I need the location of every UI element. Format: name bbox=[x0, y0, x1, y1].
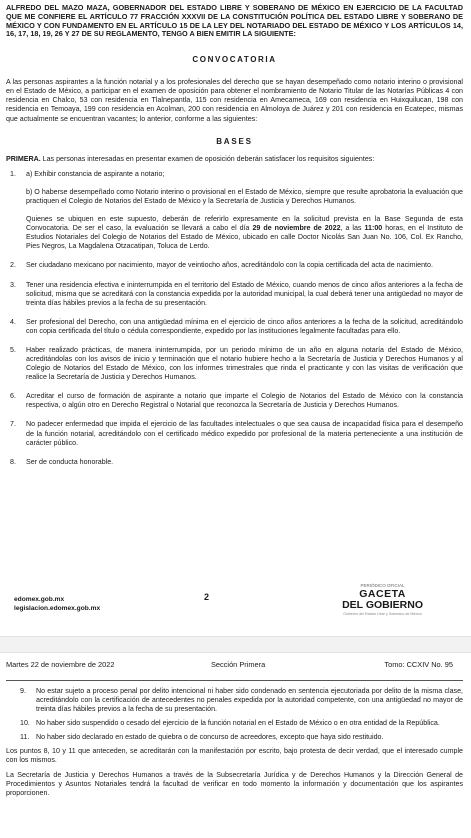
requirement-item bbox=[6, 170, 463, 179]
item-number: 8. bbox=[10, 457, 16, 466]
header-date: Martes 22 de noviembre de 2022 bbox=[6, 660, 115, 669]
requirement-item bbox=[6, 261, 463, 270]
gaceta-title-line2: DEL GOBIERNO bbox=[342, 598, 423, 611]
item-text: No padecer enfermedad que impida el ejercicio de las facultades intelectuales o que sea causa de incapacidad física para el desempeño de la función notarial, acreditándolo con el certificado médico expedido por profesional de la materia perteneciente a una institución de carácter público. bbox=[26, 420, 463, 447]
header-section: Sección Primera bbox=[211, 660, 266, 669]
page-number: 2 bbox=[204, 592, 210, 602]
evaluation-note-text: Quienes se ubiquen en este supuesto, deberán de referirlo expresamente en la solicitud prevista en la Base Segunda de esta Convocatoria. De ser el caso, la evaluación se llevará a cabo el día bbox=[26, 215, 463, 233]
bases-title: BASES bbox=[216, 136, 253, 146]
item-number: 11. bbox=[20, 733, 30, 742]
item-number: 7. bbox=[10, 420, 16, 429]
header-rule bbox=[6, 680, 463, 681]
footer-links bbox=[14, 595, 100, 613]
evaluation-date: 29 de noviembre de 2022 bbox=[252, 224, 341, 233]
item-number: 4. bbox=[10, 317, 16, 326]
item-text: Tener una residencia efectiva e ininterrumpida en el territorio del Estado de México, cuando menos de cinco años anteriores a la fecha de solicitud, misma que se acreditará con la constancia expedida por la autoridad municipal, la cual deberá tener una antigüedad no mayor de treinta días hábiles previos a la fecha de su presentación. bbox=[26, 280, 463, 307]
page-footer bbox=[14, 583, 463, 625]
requirement-item bbox=[6, 281, 463, 308]
document-page-2 bbox=[0, 653, 471, 838]
requirement-item bbox=[6, 318, 463, 336]
primera-text: Las personas interesadas en presentar examen de oposición deberán satisfacer los requisitos siguientes: bbox=[40, 154, 375, 163]
item-number: 9. bbox=[20, 687, 26, 695]
item-number: 10. bbox=[20, 719, 30, 728]
page-separator bbox=[0, 636, 471, 653]
requirement-item bbox=[6, 392, 463, 410]
item-number: 1. bbox=[10, 169, 16, 178]
item-text: Ser profesional del Derecho, con una antigüedad mínima en el ejercicio de cinco años anteriores a la fecha de la solicitud, acreditándolo con copia certificada del título o cédula correspondiente, expedido por las instituciones legalmente facultadas para ello. bbox=[26, 317, 463, 335]
site-link[interactable]: edomex.gob.mx bbox=[14, 596, 65, 603]
item-number: 2. bbox=[10, 261, 16, 270]
decree-preamble: ALFREDO DEL MAZO MAZA, GOBERNADOR DEL ESTADO LIBRE Y SOBERANO DE MÉXICO EN EJERCICIO DE LA FACULTAD QUE ME CONFIERE EL ARTÍCULO 77 FRACCIÓN XXXVII DE LA CONSTITUCIÓN POLÍTICA DEL ESTADO LIBRE Y SOBERANO DE MÉXICO Y CON FUNDAMENTO EN EL ARTÍCULO 15 DE LA LEY DEL NOTARIADO DEL ESTADO DE MÉXICO Y LOS ARTÍCULOS 14, 16, 17, 18, 19, 26 Y 27 DE SU REGLAMENTO, TENGO A BIEN EMITIR LA SIGUIENTE: bbox=[6, 3, 463, 39]
item-text: Haber realizado prácticas, de manera ininterrumpida, por un periodo mínimo de un año en alguna notaría del Estado de México, acreditándolas con los avisos de inicio y terminación que el notario hubiere hecho a la Secretaría de Justicia y Derechos Humanos y al Colegio de Notarios del Estado de México, con los informes trimestrales que rinda el practicante y con las visitas de verificación que realice la Secretaría de Justicia y Derechos Humanos. bbox=[26, 345, 463, 382]
requirement-item bbox=[6, 733, 463, 742]
item-text: No haber sido declarado en estado de quiebra o de concurso de acreedores, excepto que haya sido restituido. bbox=[36, 733, 384, 742]
page-header bbox=[6, 660, 463, 680]
item-text: No haber sido suspendido o cesado del ejercicio de la función notarial en el Estado de México o en otra entidad de la República. bbox=[36, 719, 440, 728]
item-text: Ser de conducta honorable. bbox=[26, 457, 114, 466]
requirement-item bbox=[6, 458, 463, 467]
item-text: Ser ciudadano mexicano por nacimiento, mayor de veintiocho años, acreditándolo con la copia certificada del acta de nacimiento. bbox=[26, 261, 433, 270]
item-number: 3. bbox=[10, 280, 16, 289]
requirement-item bbox=[6, 719, 463, 728]
item1-evaluation-note bbox=[26, 215, 463, 251]
primera-paragraph bbox=[6, 155, 463, 164]
convocatoria-title: CONVOCATORIA bbox=[192, 55, 277, 64]
item-text: No estar sujeto a proceso penal por delito intencional ni haber sido condenado en sentencia ejecutoriada por delito de la misma clase, acreditándolo con la certificación de antecedentes no penales expedida por la autoridad competente, con una antigüedad no mayor de treinta días hábiles previos a la fecha de su presentación. bbox=[36, 687, 463, 714]
requirement-item bbox=[6, 687, 463, 714]
gaceta-logo bbox=[342, 583, 423, 616]
secretaria-paragraph: La Secretaría de Justicia y Derechos Humanos a través de la Subsecretaría Jurídica y de Derechos Humanos y la Dirección General de Procedimientos y Asuntos Notariales tendrá la facultad de verificar en todo momento la información y documentación que los aspirantes proporcionen. bbox=[6, 770, 463, 797]
item-text: a) Exhibir constancia de aspirante a notario; bbox=[26, 169, 165, 178]
item1-option-b: b) O haberse desempeñado como Notario interino o provisional en el Estado de México, siempre que resulte aprobatoria la evaluación que practiquen el Colegio de Notarios del Estado de México y la Secretaría de Justicia y Derechos Humanos. bbox=[26, 188, 463, 206]
header-volume: Tomo: CCXIV No. 95 bbox=[384, 660, 453, 669]
requirement-item bbox=[6, 346, 463, 382]
item-number: 6. bbox=[10, 392, 16, 401]
item-number: 5. bbox=[10, 345, 16, 354]
primera-label: PRIMERA. bbox=[6, 154, 41, 163]
gaceta-subtitle: PERIÓDICO OFICIAL bbox=[360, 583, 405, 588]
evaluation-time: 11:00 bbox=[364, 224, 383, 233]
convocatoria-text: A las personas aspirantes a la función notarial y a los profesionales del derecho que se hayan desempeñado como notario interino o provisional en el Estado de México, a participar en el examen de oposición para obtener el nombramiento de Notario Titular de las Notarías Públicas 4 con residencia en Chalco, 53 con residencia en Tlalnepantla, 115 con residencia en Amecameca, 169 con residencia en Huixquilucan, 198 con residencia en Temoaya, 199 con residencia en Acolman, 200 con residencia en Almoloya de Juárez y 201 con residencia en Ecatepec, mismas que actualmente se encuentran vacantes; lo anterior, conforme a las siguientes: bbox=[6, 78, 463, 123]
verification-paragraph: Los puntos 8, 10 y 11 que anteceden, se acreditarán con la manifestación por escrito, bajo protesta de decir verdad, que el interesado cumple con los mismos. bbox=[6, 747, 463, 765]
evaluation-note-text: horas, en el Instituto de Estudios Notariales del Colegio de Notarios del Estado de México, ubicado en calle Doctor Nicolás San Juan No. 106, Col. Ex Rancho, Pies Negros, La Magdalena Otzacatipan, Toluca de Lerdo. bbox=[26, 224, 463, 251]
site-link[interactable]: legislacion.edomex.gob.mx bbox=[14, 605, 101, 613]
gaceta-caption: Gobierno del Estado Libre y Soberano de México bbox=[343, 611, 422, 616]
gaceta-title: GACETA bbox=[359, 587, 406, 600]
evaluation-note-text: , a las bbox=[340, 224, 365, 233]
item-text: Acreditar el curso de formación de aspirante a notario que imparte el Colegio de Notarios del Estado de México con la constancia respectiva, o algún otro en Derecho Registral o Notarial que reconozca la Secretaría de Justicia y Derechos Humanos. bbox=[26, 392, 463, 410]
requirement-item bbox=[6, 420, 463, 447]
